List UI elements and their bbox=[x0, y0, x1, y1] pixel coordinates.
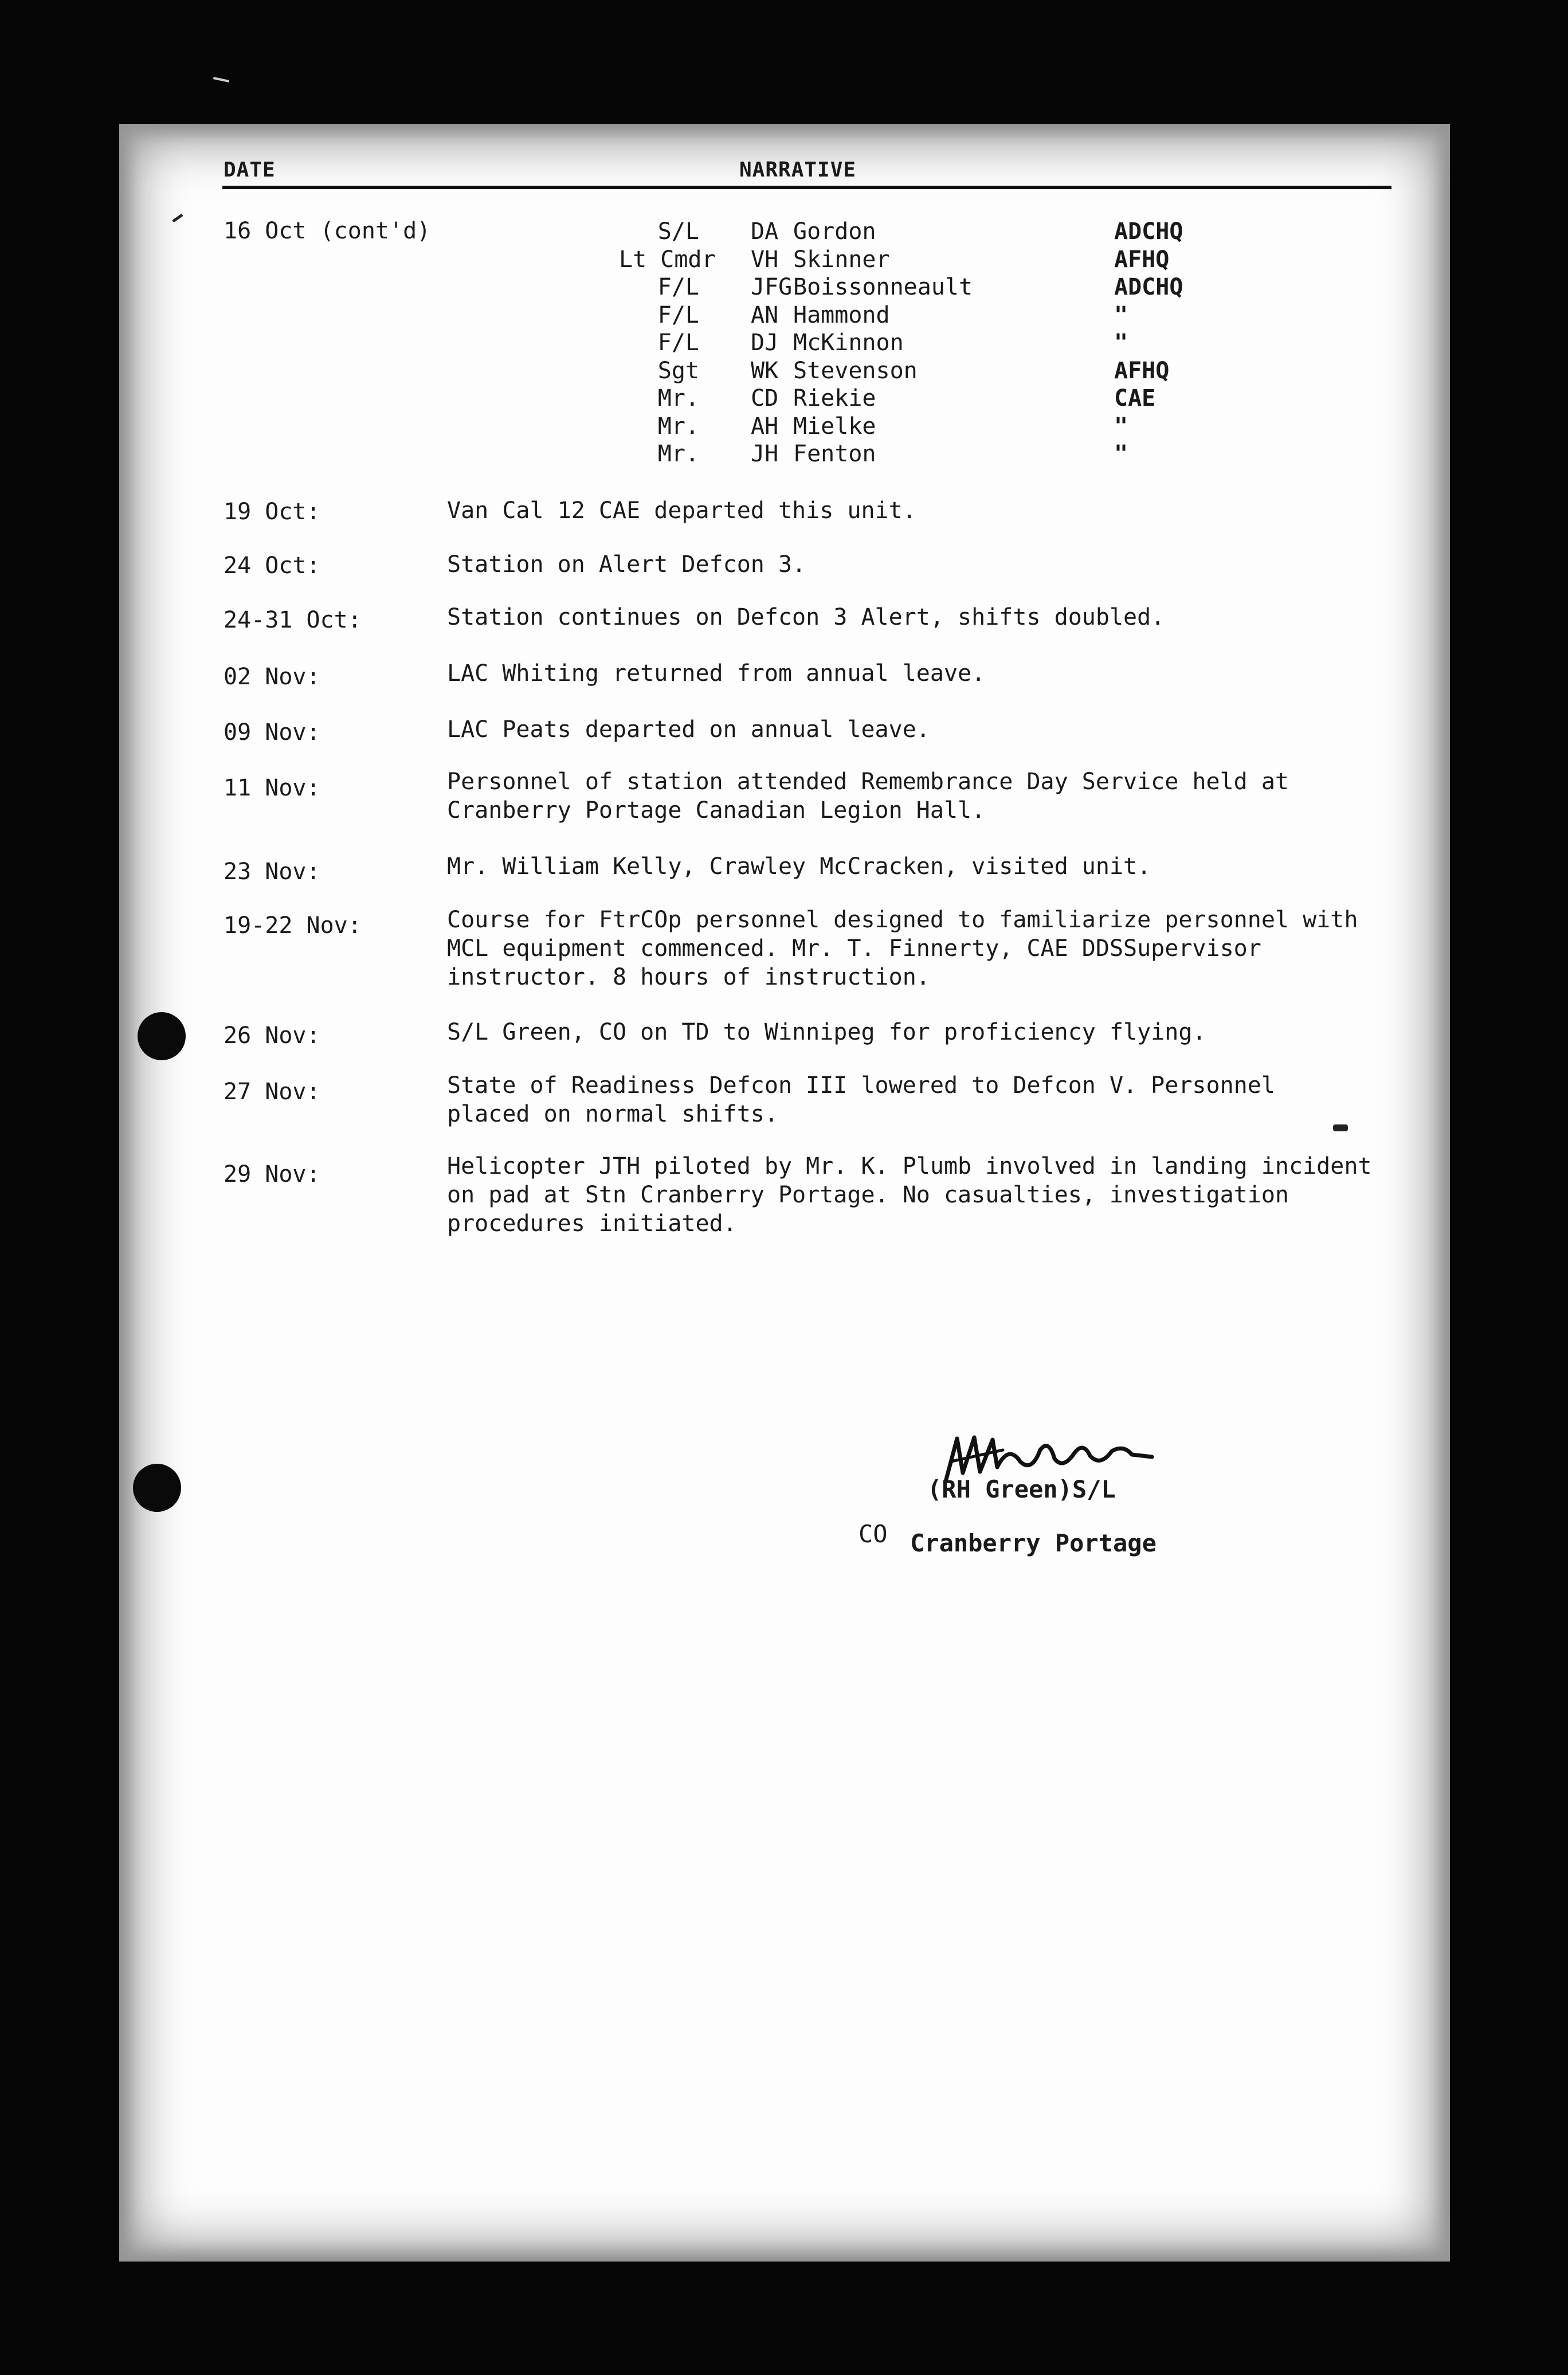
entry-date: 02 Nov: bbox=[224, 664, 320, 690]
entry-text: Van Cal 12 CAE departed this unit. bbox=[447, 497, 916, 524]
roster-org: ADCHQ bbox=[1114, 274, 1183, 300]
roster-rank: Mr. bbox=[657, 413, 699, 440]
ink-smudge bbox=[1333, 1124, 1348, 1131]
roster-rank: Sgt bbox=[657, 357, 699, 384]
roster-row bbox=[0, 246, 1568, 274]
entry-text: State of Readiness Defcon III lowered to Defcon V. Personnel bbox=[447, 1072, 1275, 1099]
visitor-roster bbox=[0, 218, 1568, 468]
entry-date: 11 Nov: bbox=[224, 775, 320, 801]
signatory-co-label: CO bbox=[859, 1520, 888, 1548]
entry-date: 19 Oct: bbox=[224, 499, 320, 525]
entry-text: Station continues on Defcon 3 Alert, shifts doubled. bbox=[447, 604, 1165, 630]
entry-date: 27 Nov: bbox=[224, 1079, 320, 1105]
roster-initials: WK bbox=[751, 357, 779, 384]
roster-name: Gordon bbox=[793, 218, 876, 245]
roster-name: Skinner bbox=[793, 246, 890, 273]
punch-hole-lower bbox=[133, 1464, 181, 1512]
roster-name: Mielke bbox=[793, 413, 876, 440]
entry-text: Station on Alert Defcon 3. bbox=[447, 551, 806, 578]
roster-rank: F/L bbox=[657, 301, 699, 328]
entry-text: S/L Green, CO on TD to Winnipeg for proficiency flying. bbox=[447, 1019, 1206, 1045]
entry-date: 23 Nov: bbox=[224, 859, 320, 885]
entry-text: Helicopter JTH piloted by Mr. K. Plumb involved in landing incident bbox=[447, 1153, 1372, 1179]
roster-rank: S/L bbox=[657, 218, 699, 245]
punch-hole-upper bbox=[138, 1012, 186, 1060]
entry-text: placed on normal shifts. bbox=[447, 1101, 778, 1127]
entry-text: Course for FtrCOp personnel designed to familiarize personnel with bbox=[447, 907, 1358, 933]
roster-org: " bbox=[1114, 441, 1128, 467]
roster-org: " bbox=[1114, 413, 1128, 440]
entry-date: 29 Nov: bbox=[224, 1161, 320, 1188]
roster-date: 16 Oct (cont'd) bbox=[224, 218, 431, 244]
roster-row bbox=[0, 273, 1568, 301]
entry-text: MCL equipment commenced. Mr. T. Finnerty, CAE DDSSupervisor bbox=[447, 935, 1261, 962]
roster-row bbox=[0, 440, 1568, 468]
entry-text: procedures initiated. bbox=[447, 1210, 737, 1237]
roster-rank: F/L bbox=[657, 274, 699, 300]
roster-row bbox=[0, 385, 1568, 413]
entry-date: 24 Oct: bbox=[224, 552, 320, 579]
roster-org: " bbox=[1114, 330, 1128, 356]
roster-org: CAE bbox=[1114, 385, 1156, 411]
roster-name: Riekie bbox=[793, 385, 876, 411]
roster-initials: DA bbox=[751, 218, 779, 245]
roster-initials: VH bbox=[751, 246, 779, 273]
roster-initials: JH bbox=[751, 441, 779, 467]
signatory-station: Cranberry Portage bbox=[910, 1529, 1157, 1557]
entry-text: Mr. William Kelly, Crawley McCracken, visited unit. bbox=[447, 853, 1151, 880]
entry-text: on pad at Stn Cranberry Portage. No casualties, investigation bbox=[447, 1182, 1289, 1208]
entry-date: 26 Nov: bbox=[224, 1022, 320, 1049]
roster-rank: Mr. bbox=[657, 385, 699, 411]
entry-date: 09 Nov: bbox=[224, 719, 320, 746]
entry-text: LAC Peats departed on annual leave. bbox=[447, 716, 930, 743]
roster-name: McKinnon bbox=[793, 330, 904, 356]
roster-name: Boissonneault bbox=[793, 274, 973, 300]
entry-text: LAC Whiting returned from annual leave. bbox=[447, 660, 986, 687]
roster-org: " bbox=[1114, 301, 1128, 328]
roster-name: Hammond bbox=[793, 301, 890, 328]
roster-row bbox=[0, 413, 1568, 441]
roster-initials: AH bbox=[751, 413, 779, 440]
roster-row bbox=[0, 329, 1568, 357]
roster-initials: AN bbox=[751, 301, 779, 328]
entry-text: Cranberry Portage Canadian Legion Hall. bbox=[447, 797, 986, 824]
roster-rank: F/L bbox=[657, 330, 699, 356]
narrative-column-header: NARRATIVE bbox=[739, 158, 857, 182]
date-column-header: DATE bbox=[224, 158, 276, 182]
roster-initials: DJ bbox=[751, 330, 779, 356]
roster-name: Fenton bbox=[793, 441, 876, 467]
roster-initials: CD bbox=[751, 385, 779, 411]
roster-org: ADCHQ bbox=[1114, 218, 1183, 245]
entry-text: instructor. 8 hours of instruction. bbox=[447, 964, 930, 990]
roster-row bbox=[0, 301, 1568, 330]
roster-org: AFHQ bbox=[1114, 357, 1170, 384]
entry-date: 24-31 Oct: bbox=[224, 607, 362, 633]
roster-name: Stevenson bbox=[793, 357, 918, 384]
roster-row bbox=[0, 357, 1568, 385]
header-rule bbox=[222, 186, 1391, 189]
roster-rank: Lt Cmdr bbox=[619, 246, 716, 273]
signatory-name: (RH Green)S/L bbox=[927, 1475, 1116, 1503]
entry-date: 19-22 Nov: bbox=[224, 912, 362, 939]
scan-mark bbox=[213, 77, 229, 83]
roster-rank: Mr. bbox=[657, 441, 699, 467]
roster-org: AFHQ bbox=[1114, 246, 1170, 273]
roster-row bbox=[0, 218, 1568, 246]
roster-initials: JFG bbox=[751, 274, 793, 300]
entry-text: Personnel of station attended Remembrance Day Service held at bbox=[447, 769, 1289, 795]
